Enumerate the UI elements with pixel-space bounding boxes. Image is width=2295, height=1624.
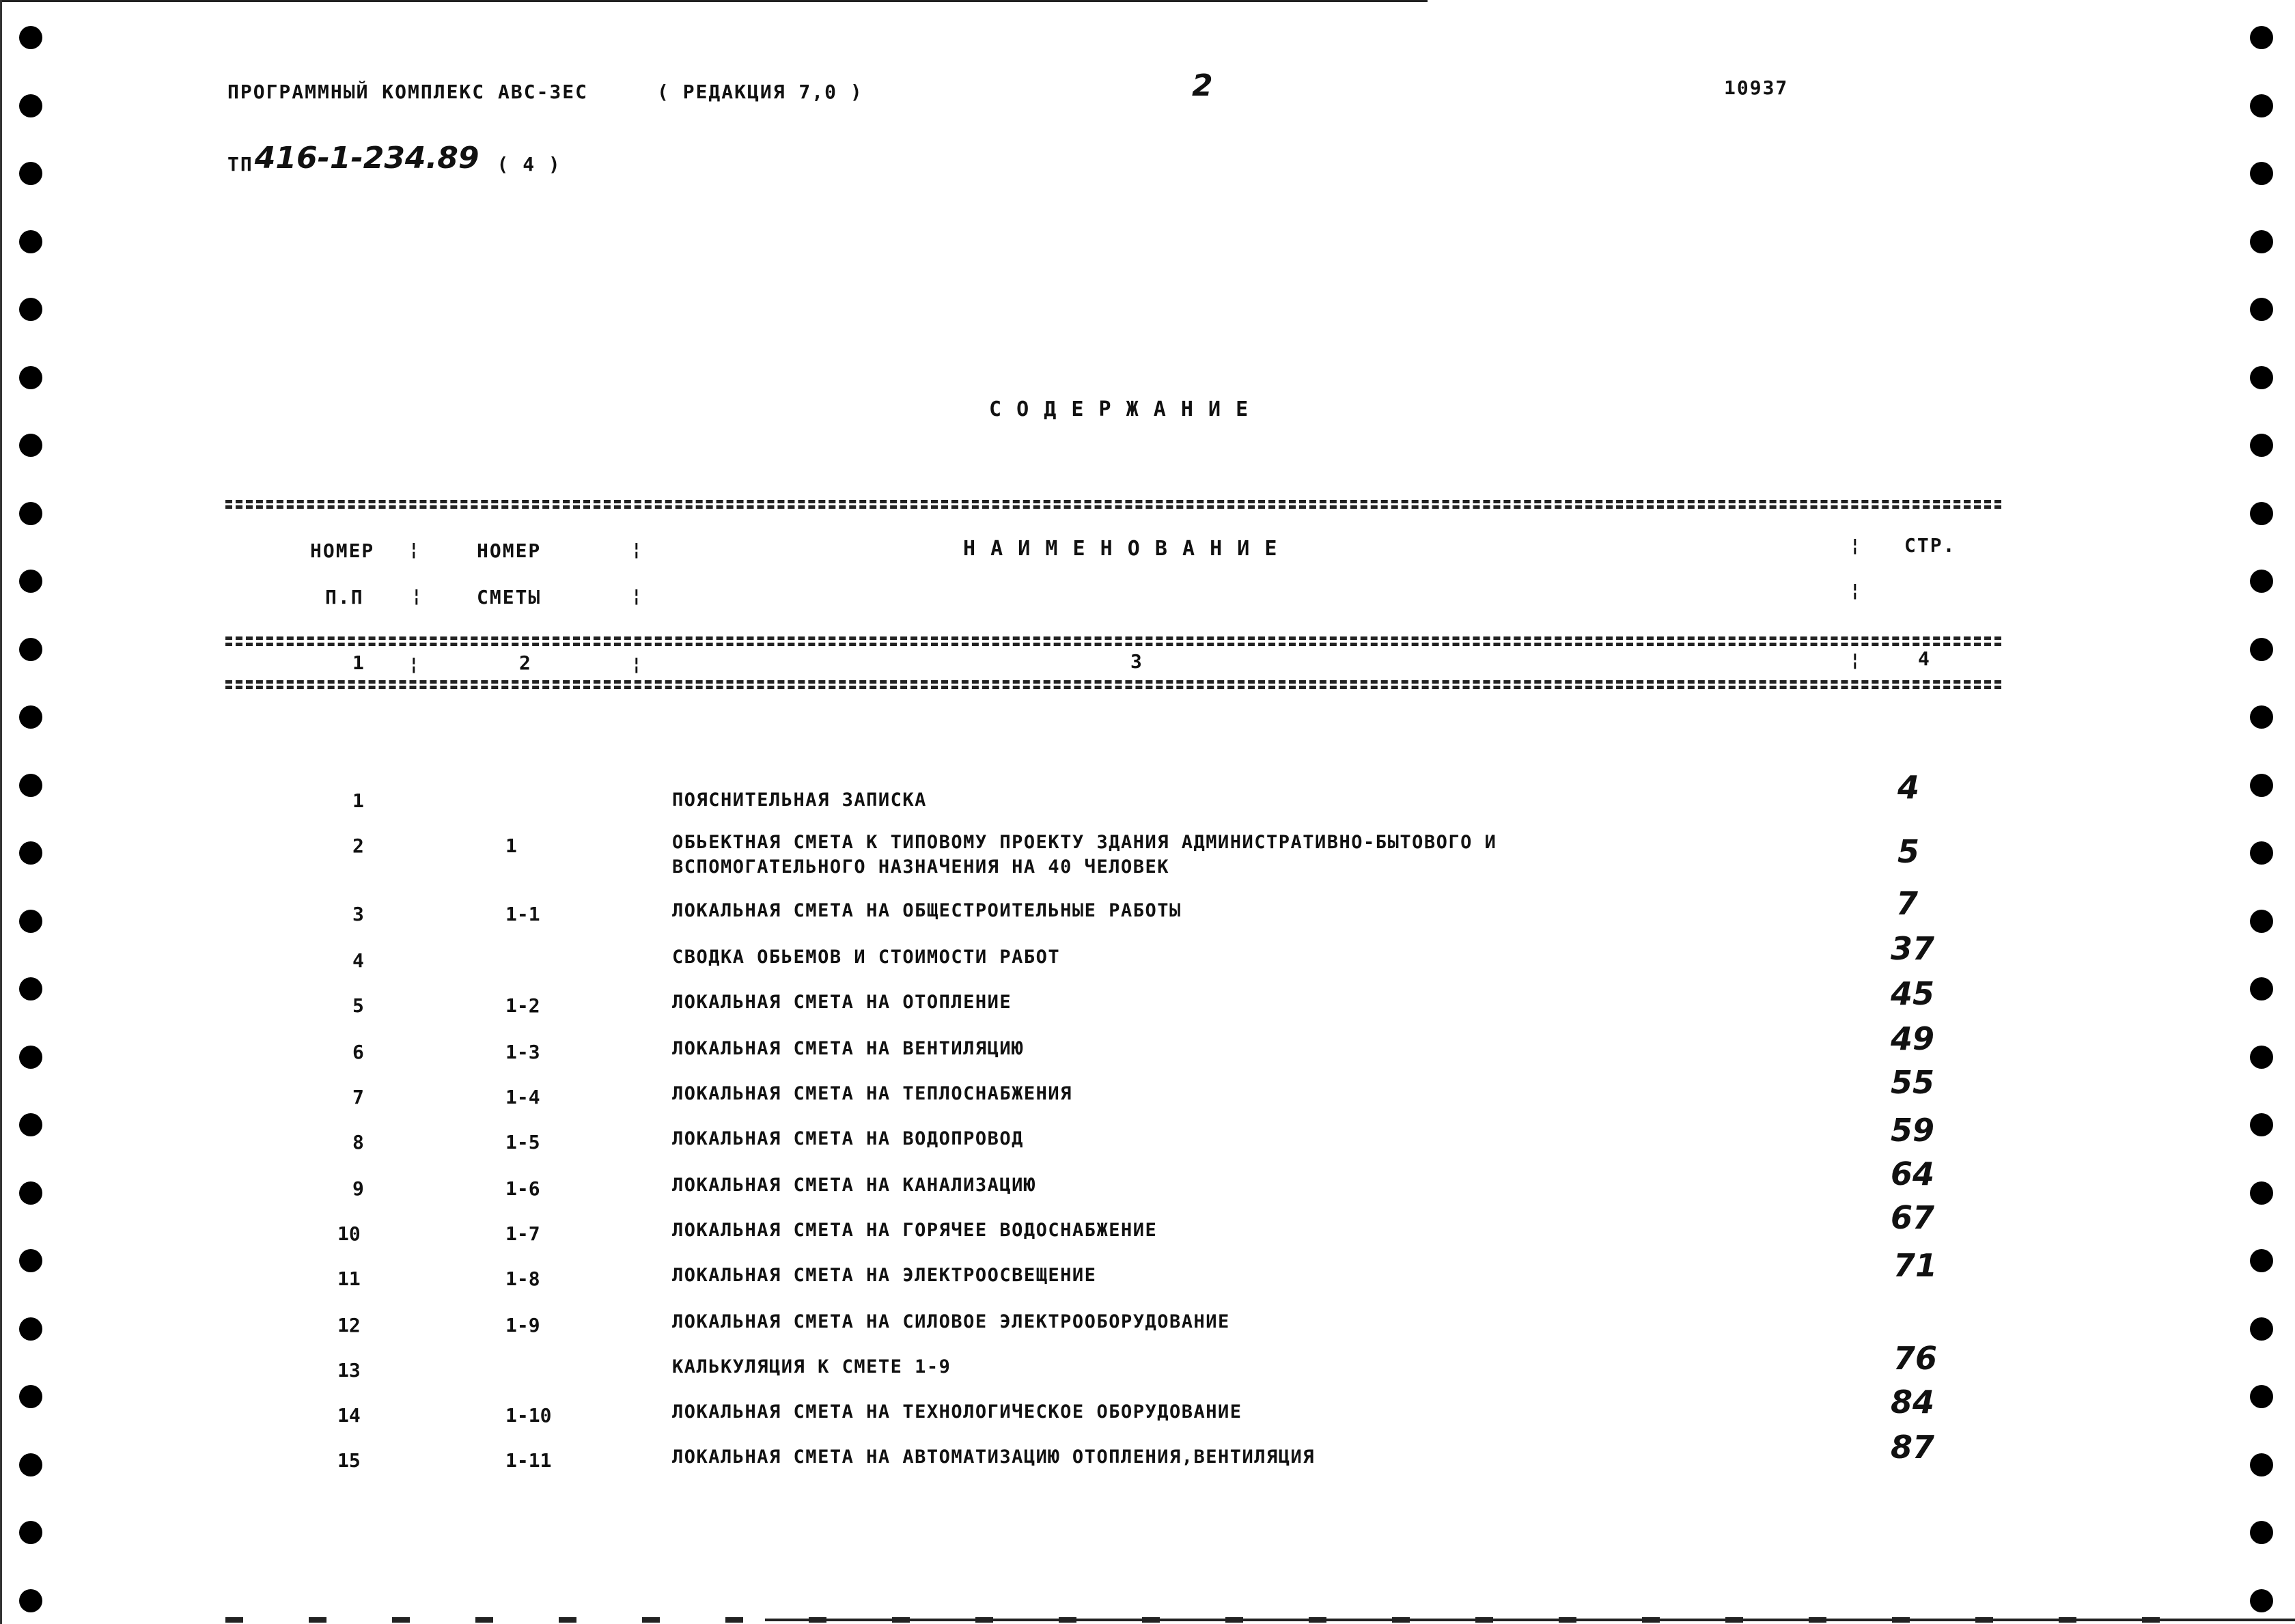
table-rule-top-2 [225, 505, 2001, 509]
row-7-num: 7 [352, 1086, 364, 1108]
row-3-name: ЛОКАЛЬНАЯ СМЕТА НА ОБЩЕСТРОИТЕЛЬНЫЕ РАБОТЫ [672, 900, 1182, 921]
row-12-name: ЛОКАЛЬНАЯ СМЕТА НА СИЛОВОЕ ЭЛЕКТРООБОРУДОВАНИЕ [672, 1311, 1230, 1332]
row-12-num: 12 [337, 1314, 361, 1336]
feed-hole [19, 1589, 42, 1612]
feed-hole [2250, 1249, 2273, 1272]
row-3-num: 3 [352, 903, 364, 925]
feed-hole [19, 1385, 42, 1408]
row-9-num: 9 [352, 1177, 364, 1200]
header-separator: ¦ [1850, 650, 1861, 671]
row-2-name-cont: ВСПОМОГАТЕЛЬНОГО НАЗНАЧЕНИЯ НА 40 ЧЕЛОВЕК [672, 856, 1169, 878]
feed-hole [19, 298, 42, 321]
feed-hole [2250, 977, 2273, 1000]
bottom-perforation [225, 1617, 2206, 1623]
paper-top-edge [0, 0, 1428, 2]
row-10-estimate: 1-7 [505, 1222, 540, 1245]
row-1-page: 4 [1897, 769, 1920, 806]
col3-header: Н А И М Е Н О В А Н И Е [963, 537, 1279, 561]
header-separator: ¦ [1850, 580, 1861, 601]
right-feed-holes [2250, 0, 2273, 1624]
row-4-page: 37 [1891, 930, 1935, 967]
row-2-num: 2 [352, 835, 364, 857]
col2-header-line2: СМЕТЫ [477, 586, 542, 608]
project-part: ( 4 ) [497, 153, 561, 176]
row-8-estimate: 1-5 [505, 1131, 540, 1153]
feed-hole [19, 162, 42, 185]
row-15-page: 87 [1891, 1429, 1935, 1466]
row-8-num: 8 [352, 1131, 364, 1153]
row-7-estimate: 1-4 [505, 1086, 540, 1108]
feed-hole [2250, 366, 2273, 389]
header-separator: ¦ [408, 654, 419, 675]
feed-hole [2250, 434, 2273, 457]
row-9-estimate: 1-6 [505, 1177, 540, 1200]
header-separator: ¦ [631, 654, 642, 675]
feed-hole [2250, 638, 2273, 661]
feed-hole [2250, 230, 2273, 253]
feed-hole [2250, 570, 2273, 593]
feed-hole [2250, 1385, 2273, 1408]
row-6-page: 49 [1891, 1020, 1935, 1057]
row-2-name: ОБЬЕКТНАЯ СМЕТА К ТИПОВОМУ ПРОЕКТУ ЗДАНИЯ АДМИНИСТРАТИВНО-БЫТОВОГО И [672, 832, 1497, 853]
row-11-estimate: 1-8 [505, 1268, 540, 1290]
feed-hole [2250, 502, 2273, 525]
table-rule-bottom [225, 680, 2001, 684]
row-5-num: 5 [352, 994, 364, 1017]
row-1-num: 1 [352, 789, 364, 812]
row-7-name: ЛОКАЛЬНАЯ СМЕТА НА ТЕПЛОСНАБЖЕНИЯ [672, 1083, 1072, 1104]
col2-header-line1: НОМЕР [477, 540, 542, 562]
col4-header: СТР. [1904, 534, 1956, 557]
feed-hole [19, 570, 42, 593]
row-4-num: 4 [352, 949, 364, 972]
feed-hole [2250, 1046, 2273, 1069]
feed-hole [19, 841, 42, 865]
feed-hole [19, 1249, 42, 1272]
feed-hole [2250, 1589, 2273, 1612]
row-12-estimate: 1-9 [505, 1314, 540, 1336]
row-14-estimate: 1-10 [505, 1404, 552, 1427]
row-5-page: 45 [1891, 975, 1935, 1012]
row-15-num: 15 [337, 1449, 361, 1472]
feed-hole [2250, 1317, 2273, 1341]
row-14-page: 84 [1891, 1384, 1935, 1420]
row-11-page: 71 [1893, 1247, 1938, 1284]
table-rule-bottom-2 [225, 686, 2001, 689]
project-code: 416-1-234.89 [254, 141, 479, 176]
col-number-2: 2 [519, 652, 532, 674]
row-10-num: 10 [337, 1222, 361, 1245]
feed-hole [19, 977, 42, 1000]
table-rule-mid [225, 636, 2001, 640]
feed-hole [19, 638, 42, 661]
feed-hole [2250, 705, 2273, 729]
col1-header-line2: П.П [325, 586, 364, 608]
row-4-name: СВОДКА ОБЬЕМОВ И СТОИМОСТИ РАБОТ [672, 947, 1061, 968]
header-separator: ¦ [631, 586, 642, 606]
feed-hole [19, 910, 42, 933]
feed-hole [19, 1181, 42, 1205]
row-15-name: ЛОКАЛЬНАЯ СМЕТА НА АВТОМАТИЗАЦИЮ ОТОПЛЕНИЯ,ВЕНТИЛЯЦИЯ [672, 1446, 1316, 1468]
program-name: ПРОГРАММНЫЙ КОМПЛЕКС АВС-3ЕС [227, 81, 589, 103]
row-5-estimate: 1-2 [505, 994, 540, 1017]
row-13-name: КАЛЬКУЛЯЦИЯ К СМЕТЕ 1-9 [672, 1356, 951, 1377]
row-15-estimate: 1-11 [505, 1449, 552, 1472]
row-8-page: 59 [1891, 1112, 1935, 1149]
document-code: 10937 [1724, 76, 1789, 99]
document-title: С О Д Е Р Ж А Н И Е [989, 397, 1250, 421]
row-11-num: 11 [337, 1268, 361, 1290]
row-6-estimate: 1-3 [505, 1041, 540, 1063]
row-9-page: 64 [1891, 1156, 1935, 1192]
row-5-name: ЛОКАЛЬНАЯ СМЕТА НА ОТОПЛЕНИЕ [672, 992, 1012, 1013]
feed-hole [19, 434, 42, 457]
row-14-name: ЛОКАЛЬНАЯ СМЕТА НА ТЕХНОЛОГИЧЕСКОЕ ОБОРУДОВАНИЕ [672, 1401, 1242, 1423]
col-number-1: 1 [352, 652, 365, 674]
feed-hole [2250, 1181, 2273, 1205]
header-separator: ¦ [631, 540, 642, 560]
feed-hole [2250, 162, 2273, 185]
left-feed-holes [19, 0, 42, 1624]
feed-hole [2250, 910, 2273, 933]
feed-hole [19, 1521, 42, 1544]
row-10-name: ЛОКАЛЬНАЯ СМЕТА НА ГОРЯЧЕЕ ВОДОСНАБЖЕНИЕ [672, 1220, 1158, 1241]
feed-hole [19, 774, 42, 797]
feed-hole [19, 366, 42, 389]
feed-hole [2250, 94, 2273, 117]
feed-hole [2250, 298, 2273, 321]
project-prefix: ТП [227, 153, 253, 176]
feed-hole [2250, 774, 2273, 797]
row-7-page: 55 [1891, 1064, 1935, 1101]
col-number-3: 3 [1130, 650, 1143, 673]
header-separator: ¦ [1850, 535, 1861, 556]
feed-hole [19, 1113, 42, 1136]
sheet-number: 2 [1192, 68, 1213, 103]
row-14-num: 14 [337, 1404, 361, 1427]
row-11-name: ЛОКАЛЬНАЯ СМЕТА НА ЭЛЕКТРООСВЕЩЕНИЕ [672, 1265, 1097, 1286]
row-3-estimate: 1-1 [505, 903, 540, 925]
row-10-page: 67 [1891, 1199, 1935, 1236]
feed-hole [2250, 1113, 2273, 1136]
row-2-estimate: 1 [505, 835, 517, 857]
paper-left-edge [0, 0, 2, 1624]
row-8-name: ЛОКАЛЬНАЯ СМЕТА НА ВОДОПРОВОД [672, 1128, 1024, 1149]
row-9-name: ЛОКАЛЬНАЯ СМЕТА НА КАНАЛИЗАЦИЮ [672, 1175, 1036, 1196]
row-6-name: ЛОКАЛЬНАЯ СМЕТА НА ВЕНТИЛЯЦИЮ [672, 1038, 1024, 1059]
row-13-num: 13 [337, 1359, 361, 1382]
feed-hole [19, 1046, 42, 1069]
feed-hole [19, 1317, 42, 1341]
header-separator: ¦ [408, 540, 419, 560]
table-rule-mid-2 [225, 643, 2001, 646]
header-separator: ¦ [411, 586, 422, 606]
feed-hole [2250, 841, 2273, 865]
feed-hole [2250, 26, 2273, 49]
feed-hole [2250, 1453, 2273, 1476]
edition-label: ( РЕДАКЦИЯ 7,0 ) [657, 81, 863, 103]
col1-header-line1: НОМЕР [310, 540, 375, 562]
row-6-num: 6 [352, 1041, 364, 1063]
feed-hole [19, 26, 42, 49]
row-2-page: 5 [1897, 833, 1920, 870]
row-13-page: 76 [1893, 1340, 1938, 1377]
row-1-name: ПОЯСНИТЕЛЬНАЯ ЗАПИСКА [672, 789, 927, 811]
project-line [227, 141, 561, 182]
feed-hole [19, 230, 42, 253]
feed-hole [19, 705, 42, 729]
feed-hole [19, 1453, 42, 1476]
feed-hole [2250, 1521, 2273, 1544]
table-rule-top [225, 500, 2001, 503]
feed-hole [19, 502, 42, 525]
feed-hole [19, 94, 42, 117]
row-3-page: 7 [1896, 885, 1919, 922]
col-number-4: 4 [1918, 647, 1931, 670]
